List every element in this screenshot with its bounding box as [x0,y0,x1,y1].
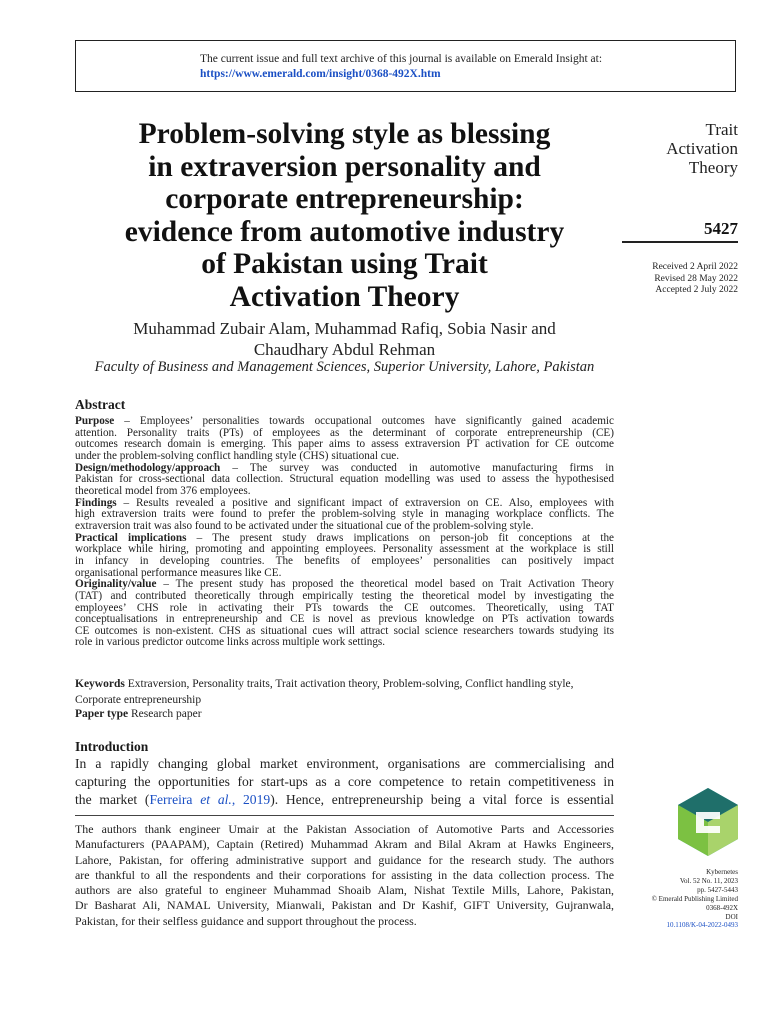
footnote-line: are thankful to all the respondents and their corporations for assisting in the data collection process. The [75,867,614,882]
acknowledgement-footnote [75,822,614,929]
journal-pages: pp. 5427-5443 [697,885,738,894]
journal-volume: Vol. 52 No. 11, 2023 [679,876,738,885]
abstract-line: CE outcomes is non-existent. CHS as situational cues will attract social science researchers towards studying its [75,625,614,637]
footnote-line: Lahore, Pakistan, for offering administrative support and guidance for the research study. The authors [75,852,614,867]
abstract-line: Design/methodology/approach – The survey was conducted in automotive manufacturing firms in [75,462,614,474]
running-title-line: Trait [705,120,738,139]
abstract-line: attention. Personality traits (PTs) of employees as the determinant of corporate entrepreneurship (CE) [75,427,614,439]
footnote-line: Pakistan, for their selfless guidance and support throughout the process. [75,913,417,928]
side-rule [622,241,738,243]
footnote-line: Dr Basharat Ali, NAMAL University, Mianwali, Pakistan and Dr Kashif, GIFT University, Gujranwala, [75,898,614,913]
archive-link[interactable]: https://www.emerald.com/insight/0368-492X.htm [200,68,441,80]
title-line: Activation Theory [229,280,460,313]
abstract-line: workplace while hiring, promoting and appointing employees. Personality assessment at the workplace is still [75,544,614,556]
abstract-line: outcomes research domain is emerging. This paper aims to assess extraversion PT activation for CE outcome [75,439,614,451]
abstract-line: Findings – Results revealed a positive and significant impact of extraversion on CE. Also, employees with [75,497,614,509]
header-box [75,40,736,92]
abstract-line: high extraversion traits were found to prefer the problem-solving style in managing workplace conflicts. The [75,509,614,521]
keywords [75,676,614,708]
footnote-rule [75,815,614,816]
emerald-logo-icon [676,786,740,858]
abstract-body [75,416,614,649]
received-date: Received 2 April 2022 [652,262,738,272]
abstract-line: (TAT) and contributed theoretically through empirically testing the theoretical model by investigating the [75,590,614,602]
title-line: Problem-solving style as blessing [138,118,551,150]
keywords-label: Keywords [75,678,125,690]
journal-issn: 0368-492X [706,903,738,912]
introduction-body [75,755,614,809]
keywords-line: Corporate entrepreneurship [75,694,202,706]
intro-line: In a rapidly changing global market environment, organisations are commercialising and [75,756,614,771]
citation-link[interactable]: Ferreira et al., 2019 [149,792,271,807]
running-title-line: Activation [666,139,738,158]
article-title [74,118,615,313]
keywords-line: Keywords Extraversion, Personality traits, Trait activation theory, Problem-solving, Conflict handling style, [75,678,574,690]
paper-type-label: Paper type [75,708,129,720]
title-line: corporate entrepreneurship: [165,183,524,215]
practical-label: Practical implications [75,532,187,544]
page-number: 5427 [704,219,738,238]
abstract-line: Originality/value – The present study has proposed the theoretical model based on Trait Activation Theory [75,579,614,591]
title-line: evidence from automotive industry [124,215,565,248]
paper-type-value: Research paper [128,708,202,720]
affiliation: Faculty of Business and Management Sciences, Superior University, Lahore, Pakistan [94,359,595,375]
title-line: in extraversion personality and [148,150,541,183]
doi-link[interactable]: 10.1108/K-04-2022-0493 [666,921,738,930]
abstract-line: employees’ CHS role in activating their PTs towards the CE outcomes. Theoretically, using TAT [75,602,614,614]
journal-publisher: © Emerald Publishing Limited [651,894,738,903]
article-dates [630,262,738,297]
footnote-line: authors are also grateful to engineer Muhammad Shoaib Alam, Nishat Textile Mills, Lahore, Pakistan, [75,883,614,898]
archive-note: The current issue and full text archive of this journal is available on Emerald Insight at: [200,53,603,65]
abstract-line: theoretical model from 376 employees. [75,485,251,497]
abstract-line: extraversion trait was also found to be activated under the situational cue of the problem-solving style. [75,520,534,532]
footnote-line: The authors thank engineer Umair at the Pakistan Association of Automotive Parts and Accessories [75,822,614,836]
title-line: of Pakistan using Trait [201,248,488,280]
design-label: Design/methodology/approach [75,462,221,474]
running-title [630,120,738,177]
purpose-label: Purpose [75,416,115,427]
journal-info [620,868,738,930]
abstract-line: conceptualisations in entrepreneurship and CE is novel as previous knowledge on PTs activation towards [75,614,614,626]
abstract-line: Purpose – Employees’ personalities towards occupational outcomes have significantly gained academic [75,416,614,427]
journal-doi: DOI 10.1108/K-04-2022-0493 [666,912,738,930]
abstract-line: Pakistan for cross-sectional data collection. Structural equation modelling was used to assess the hypothesised [75,474,614,486]
originality-label: Originality/value [75,579,157,591]
intro-line: the market (Ferreira et al., 2019). Hence, entrepreneurship being a vital force is essential [75,792,614,807]
footnote-line: Manufacturers (PAAPAM), Captain (Retired) Muhammad Akram and Bilal Akram at Hawks Engineers, [75,837,614,852]
abstract-heading: Abstract [75,397,126,412]
paper-type [75,708,614,720]
accepted-date: Accepted 2 July 2022 [655,285,738,295]
abstract-line: under the problem-solving conflict handling style (CHS) situational cue. [75,450,400,462]
journal-name: Kybernetes [706,868,738,876]
running-title-line: Theory [688,158,738,177]
abstract-line: Practical implications – The present study draws implications on person-job fit conceptions at the [75,532,614,544]
findings-label: Findings [75,497,117,509]
intro-line: capturing the opportunities for start-ups as a core competence to retain competitiveness in [75,774,614,789]
abstract-line: in infancy in developing countries. The benefits of employees’ personalities can positively impact [75,555,614,567]
abstract-line: role in various predictor outcome links across multiple work settings. [75,637,386,649]
authors [74,318,615,360]
introduction-heading: Introduction [75,739,149,754]
revised-date: Revised 28 May 2022 [654,273,738,284]
authors-line: Chaudhary Abdul Rehman [253,340,436,359]
abstract-line: organisational performance measures like CE. [75,567,282,579]
authors-line: Muhammad Zubair Alam, Muhammad Rafiq, Sobia Nasir and [133,319,556,338]
